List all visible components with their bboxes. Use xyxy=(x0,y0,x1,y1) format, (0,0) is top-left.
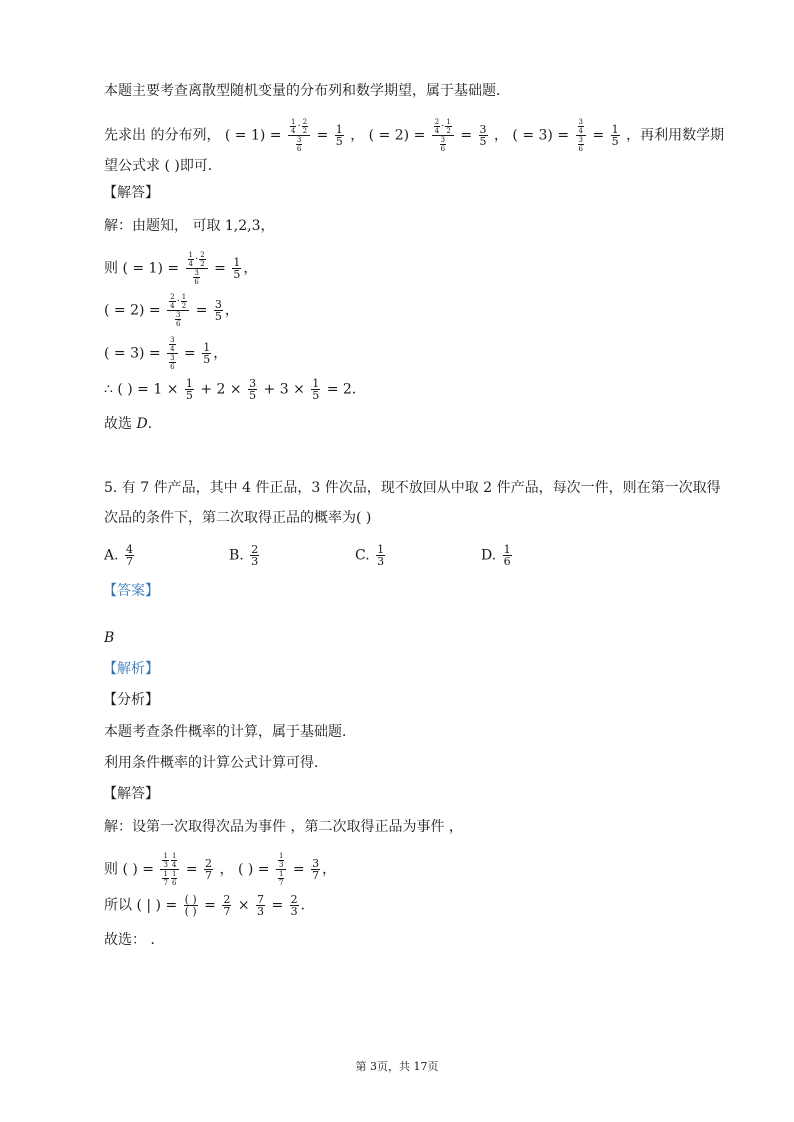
solution-tag-2: 【解答】 xyxy=(103,786,159,802)
fraction: $\frac{1}{3}$ $\frac{1}{4}$ $\frac{1}{7}$ $\frac{1}{6}$ xyxy=(160,852,179,887)
text-segment: 先求出 的分布列， ( = 1) = xyxy=(104,127,282,144)
expectation-result: ∴ ( ) = 1 × $\frac{1}{5}$ + 2 × $\frac{3}{5}$ + 3 × $\frac{1}{5}$ = 2． xyxy=(104,377,366,402)
answer-value: B xyxy=(104,630,115,646)
prob-ab-line: 则 ( ) = $\frac{1}{3}$ $\frac{1}{4}$ $\frac{1}{7}$ $\frac{1}{6}$ = $\frac{2}{7}$ ， ( ) = $\frac{\frac{1}{3}}{\frac{1}{7}}$ = $\frac{3}{7}$ ， xyxy=(104,852,337,887)
fraction: $\frac{1}{5}$ xyxy=(203,341,211,366)
conditional-prob-line: 所以 ( | ) = $\frac{( )}{( )}$ = $\frac{2}{7}$ × $\frac{7}{3}$ = $\frac{2}{3}$ ． xyxy=(104,893,315,918)
fraction: $\frac{3}{5}$ xyxy=(479,123,487,148)
distribution-line: 先求出 的分布列， ( = 1) = $\frac{1}{4}$ · $\frac{2}{2}$ $\frac{3}{6}$ = $\frac{1}{5}$ ， ( = 2) = $\frac{2}{4}$ · $\frac{1}{2}$ $\frac{3}{6}$ = $\frac{3}{5}$ ， ( = 3) = $\frac{\frac{3}{4}}{\frac{3}{6}}$ = $\frac{1}{5}$ ，再利用数学期 xyxy=(104,118,725,153)
prob-x2-line: ( = 2) = $\frac{2}{4}$ · $\frac{1}{2}$ $\frac{3}{6}$ = $\frac{3}{5}$ ， xyxy=(104,293,239,328)
analysis-intro: 本题主要考查离散型随机变量的分布列和数学期望，属于基础题． xyxy=(104,83,510,99)
choose-line-1: 故选 D． xyxy=(104,416,162,432)
fraction: $\frac{\frac{3}{4}}{\frac{3}{6}}$ xyxy=(167,336,177,371)
fraction: $\frac{\frac{1}{3}}{\frac{1}{7}}$ xyxy=(276,852,286,887)
option-d[interactable]: D. $\frac{1}{6}$ xyxy=(481,543,511,568)
fraction: $\frac{\frac{3}{4}}{\frac{3}{6}}$ xyxy=(576,118,586,153)
text-segment: ，再利用数学期 xyxy=(626,127,725,144)
fraction: $\frac{2}{4}$ · $\frac{1}{2}$ $\frac{3}{6}$ xyxy=(167,293,189,328)
question-5-line-1: 5. 有 7 件产品，其中 4 件正品，3 件次品，现不放回从中取 2 件产品，每次一件，则在第一次取得 xyxy=(104,480,721,496)
fraction: $\frac{2}{3}$ xyxy=(290,893,298,918)
fraction: $\frac{1}{5}$ xyxy=(312,377,320,402)
fraction: $\frac{2}{7}$ xyxy=(205,857,213,882)
fraction: $\frac{1}{4}$ · $\frac{2}{2}$ $\frac{3}{6}$ xyxy=(288,118,310,153)
fraction: $\frac{2}{7}$ xyxy=(223,893,231,918)
prob-x3-line: ( = 3) = $\frac{\frac{3}{4}}{\frac{3}{6}}$ = $\frac{1}{5}$ ， xyxy=(104,336,228,371)
fraction: $\frac{( )}{( )}$ xyxy=(184,893,197,918)
fraction: $\frac{1}{5}$ xyxy=(185,377,193,402)
fraction: $\frac{1}{5}$ xyxy=(233,256,241,281)
fraction: $\frac{7}{3}$ xyxy=(257,893,264,918)
text-segment: ， ( = 3) = xyxy=(493,127,570,144)
fenxi-line-2: 利用条件概率的计算公式计算可得． xyxy=(104,755,328,771)
fraction: $\frac{3}{7}$ xyxy=(312,857,320,882)
question-5-line-2: 次品的条件下，第二次取得正品的概率为( ) xyxy=(104,510,372,526)
fraction: $\frac{1}{5}$ xyxy=(335,123,343,148)
fenxi-tag: 【分析】 xyxy=(103,692,159,708)
fraction: $\frac{1}{4}$ · $\frac{2}{2}$ $\frac{3}{6}$ xyxy=(186,251,208,286)
solution-2-intro: 解：设第一次取得次品为事件 ，第二次取得正品为事件 ， xyxy=(104,819,463,835)
page-footer: 第 3页，共 17页 xyxy=(355,1060,439,1073)
fraction: $\frac{1}{5}$ xyxy=(611,123,619,148)
fraction: $\frac{3}{5}$ xyxy=(214,298,222,323)
option-c[interactable]: C. $\frac{1}{3}$ xyxy=(355,543,385,568)
analysis-tag: 【解析】 xyxy=(103,661,159,677)
expectation-line: 望公式求 ( )即可． xyxy=(104,158,222,174)
fraction: $\frac{2}{4}$ · $\frac{1}{2}$ $\frac{3}{6}$ xyxy=(432,118,454,153)
option-a[interactable]: A. $\frac{4}{7}$ xyxy=(104,543,134,568)
solution-intro: 解：由题知， 可取 1,2,3， xyxy=(104,218,275,234)
answer-tag: 【答案】 xyxy=(103,583,159,599)
prob-x1-line: 则 ( = 1) = $\frac{1}{4}$ · $\frac{2}{2}$ $\frac{3}{6}$ = $\frac{1}{5}$ ， xyxy=(104,251,258,286)
option-b[interactable]: B. $\frac{2}{3}$ xyxy=(229,543,259,568)
text-segment: ， ( = 2) = xyxy=(350,127,426,144)
fenxi-line-1: 本题考查条件概率的计算，属于基础题． xyxy=(104,724,356,740)
fraction: $\frac{3}{5}$ xyxy=(249,377,257,402)
choose-line-2: 故选： ． xyxy=(104,932,165,948)
solution-tag: 【解答】 xyxy=(103,185,159,201)
